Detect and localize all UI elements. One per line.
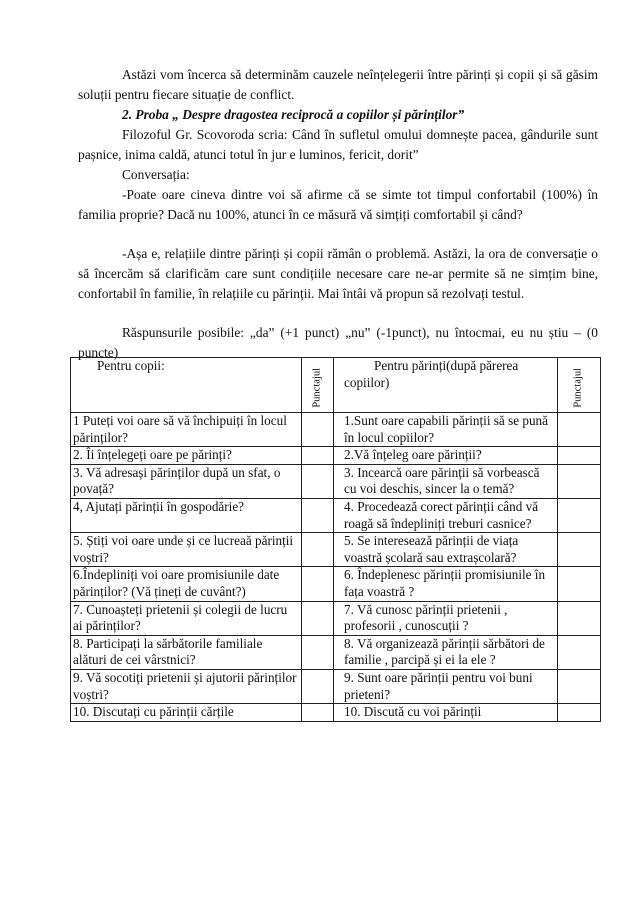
question-for-children: 5. Știți voi oare unde și ce lucreaă părinții voștri?	[71, 533, 302, 567]
question-for-children: 2. Îi înțelegeți oare pe părinți?	[71, 447, 302, 465]
score-cell-parents[interactable]	[558, 704, 601, 722]
question-for-parents: 2.Vă înțeleg oare părinții?	[334, 447, 558, 465]
header-punctaj-parinti	[558, 358, 601, 413]
question-for-parents: 8. Vă organizează părinții sărbători de familie , parcipă și ei la ele ?	[334, 635, 558, 669]
table-row	[71, 635, 601, 669]
score-cell-parents[interactable]	[558, 635, 601, 669]
score-cell-parents[interactable]	[558, 567, 601, 601]
table-row	[71, 533, 601, 567]
question-for-parents: 3. Incearcă oare părinții să vorbească cu voi deschis, sincer la o temă?	[334, 464, 558, 498]
score-cell-children[interactable]	[302, 447, 334, 465]
question-for-children: 3. Vă adresași părinților după un sfat, o povață?	[71, 464, 302, 498]
score-cell-children[interactable]	[302, 601, 334, 635]
score-cell-parents[interactable]	[558, 669, 601, 703]
table-row	[71, 464, 601, 498]
table-row	[71, 498, 601, 532]
header-pentru-parinti: Pentru părinți(după părerea copiilor)	[334, 358, 558, 413]
question-for-children: 10. Discutați cu părinții cărțile	[71, 704, 302, 722]
score-cell-children[interactable]	[302, 635, 334, 669]
table-row	[71, 669, 601, 703]
header-punctaj-copii	[302, 358, 334, 413]
question-for-parents: 6. Îndeplenesc părinții promisiunile în fața voastră ?	[334, 567, 558, 601]
question-for-parents: 10. Discută cu voi părinții	[334, 704, 558, 722]
score-cell-children[interactable]	[302, 704, 334, 722]
table-row	[71, 601, 601, 635]
score-cell-parents[interactable]	[558, 464, 601, 498]
table-header-row	[71, 358, 601, 413]
score-cell-children[interactable]	[302, 533, 334, 567]
table-row	[71, 704, 601, 722]
question-for-children: 4, Ajutați părinții în gospodărie?	[71, 498, 302, 532]
quote-paragraph: Filozoful Gr. Scovoroda scria: Când în sufletul omului domnește pacea, gândurile sunt pașnice, inima caldă, atunci totul în jur e luminos, fericit, dorit”	[78, 127, 598, 162]
question-for-parents: 5. Se interesează părinții de viața voastră școlară sau extrașcolară?	[334, 533, 558, 567]
question-for-children: 6.Îndepliniți voi oare promisiunile date părinților? (Vă țineți de cuvânt?)	[71, 567, 302, 601]
score-cell-parents[interactable]	[558, 447, 601, 465]
question-for-parents: 7. Vă cunosc părinții prietenii , profesorii , cunoscuții ?	[334, 601, 558, 635]
score-cell-children[interactable]	[302, 567, 334, 601]
table-row	[71, 567, 601, 601]
score-cell-parents[interactable]	[558, 413, 601, 447]
score-cell-children[interactable]	[302, 498, 334, 532]
question-for-children: 7. Cunoașteți prietenii și colegii de lucru ai părinților?	[71, 601, 302, 635]
question-paragraph-2: -Așa e, relațiile dintre părinți și copii rămân o problemă. Astăzi, la ora de conversație o să încercăm să clarificăm care sunt condițiile necesare care ne-ar permite să ne simțim bine, confortabil în familie, în relațiile cu părinții. Mai întâi vă propun să rezolvați testul.	[78, 246, 598, 301]
question-for-children: 1 Puteți voi oare să vă închipuiți în locul părinților?	[71, 413, 302, 447]
question-for-parents: 9. Sunt oare părinții pentru voi buni prieteni?	[334, 669, 558, 703]
question-for-children: 8. Participați la sărbătorile familiale alături de cei vârstnici?	[71, 635, 302, 669]
questionnaire-table	[70, 357, 601, 722]
question-for-children: 9. Vă socotiți prietenii și ajutorii părinților voștri?	[71, 669, 302, 703]
header-punctaj-copii-label: Punctajul	[311, 368, 323, 408]
question-for-parents: 4. Procedează corect părinții când vă roagă să îndepliniți treburi casnice?	[334, 498, 558, 532]
score-cell-children[interactable]	[302, 669, 334, 703]
table-row	[71, 447, 601, 465]
section-heading: 2. Proba „ Despre dragostea reciprocă a copiilor și părinților”	[122, 107, 465, 122]
score-cell-parents[interactable]	[558, 498, 601, 532]
score-cell-parents[interactable]	[558, 601, 601, 635]
table-row	[71, 413, 601, 447]
question-paragraph-1: -Poate oare cineva dintre voi să afirme că se simte tot timpul confortabil (100%) în familia proprie? Dacă nu 100%, atunci în ce măsură vă simțiți comfortabil și când?	[78, 187, 598, 222]
score-cell-children[interactable]	[302, 464, 334, 498]
score-cell-children[interactable]	[302, 413, 334, 447]
answers-paragraph: Răspunsurile posibile: „da” (+1 punct) „nu” (-1punct), nu întocmai, eu nu știu – (0 puncte)	[78, 325, 598, 360]
question-for-parents: 1.Sunt oare capabili părinții să se pună în locul copiilor?	[334, 413, 558, 447]
header-pentru-copii: Pentru copii:	[71, 358, 302, 413]
conversation-label: Conversația:	[122, 167, 190, 182]
intro-paragraph: Astăzi vom încerca să determinăm cauzele neînțelegerii între părinți și copii și să găsim soluții pentru fiecare situație de conflict.	[78, 67, 598, 102]
score-cell-parents[interactable]	[558, 533, 601, 567]
header-punctaj-parinti-label: Punctajul	[572, 368, 584, 408]
